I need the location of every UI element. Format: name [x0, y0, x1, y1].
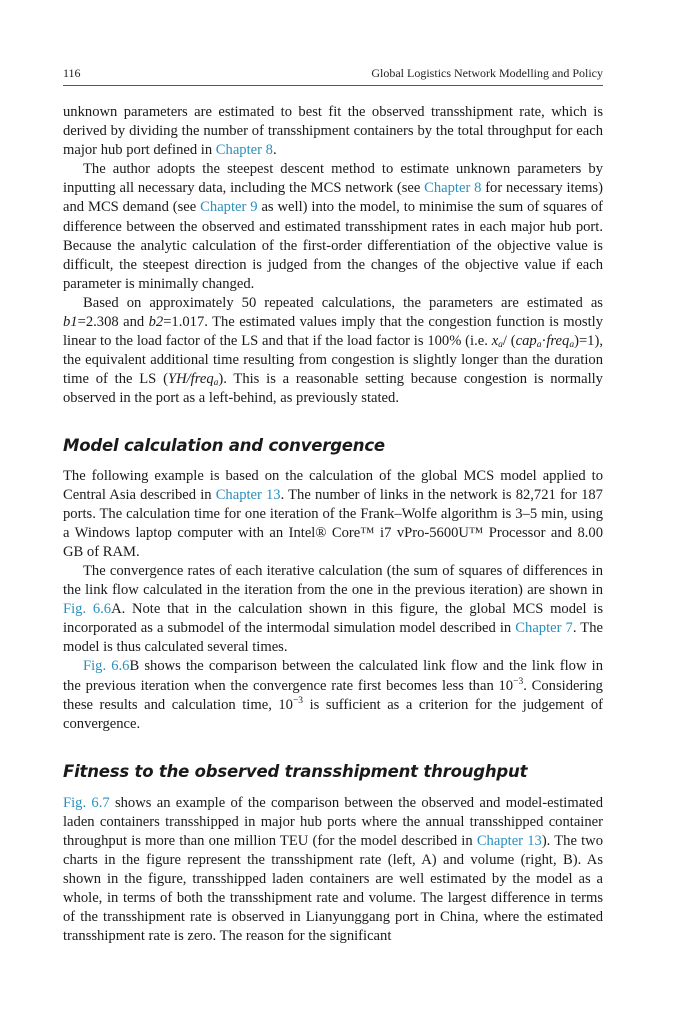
text-run: . Considering these results and calculation time, 10	[63, 677, 603, 713]
text-run: shows an example of the comparison between the observed and model-estimated laden containers transshipped in major hub ports where the annual transshipped container throughput is more than one million TEU (for the model described in	[63, 794, 603, 849]
math-subscript: a	[569, 340, 575, 351]
text-run: B shows the comparison between the calculated link flow and the link flow in the previous iteration when the convergence rate first becomes less than 10	[63, 658, 603, 694]
header-rule	[63, 85, 603, 86]
text-run: .	[272, 142, 277, 159]
exponent: −3	[513, 676, 524, 687]
math-freq: freq	[546, 333, 570, 350]
text-run: A. Note that in the calculation shown in this figure, the global MCS model is incorporated as a submodel of the intermodal simulation model described in	[63, 601, 603, 637]
math-yh-freq: YH/freq	[167, 371, 214, 388]
text-run: )=1), the equivalent additional time resulting from congestion is slightly longer than the duration time of the LS (	[63, 333, 603, 388]
math-subscript: a	[213, 378, 219, 389]
text-run: ). This is a reasonable setting because congestion is normally observed in the port as a left-behind, as previously stated.	[63, 371, 603, 407]
text-run: =2.308 and	[77, 314, 149, 331]
page-body	[63, 103, 603, 947]
text-run: =1.017. The estimated values imply that the congestion function is mostly linear to the load factor of the LS and that if the load factor is 100% (i.e.	[63, 314, 603, 350]
chapter-8-link[interactable]: Chapter 8	[215, 142, 273, 159]
text-run: / (	[502, 333, 516, 350]
math-x: x	[491, 333, 499, 350]
math-dot: ·	[541, 333, 547, 350]
text-run: . The number of links in the network is 82,721 for 187 ports. The calculation time for one iteration of the Frank–Wolfe algorithm is 3–5 min, using a Windows laptop computer with an Intel® Core™ i7 vPro-5600U™ Processor and 8.00 GB of RAM.	[63, 486, 603, 560]
text-run: ). The two charts in the figure represent the transshipment rate (left, A) and volume (right, B). As shown in the figure, transshipped laden containers are well estimated by the model as a whole, in terms of both the transshipment rate and volume. The largest difference in terms of the transshipment rate is observed in Lianyunggang port in China, where the estimated transshipment rate is zero. The reason for the significant	[63, 833, 603, 945]
text-run: The author adopts the steepest descent method to estimate unknown parameters by inputting all necessary data, including the MCS network (see	[63, 161, 603, 197]
running-title: Global Logistics Network Modelling and Policy	[371, 66, 603, 80]
text-run: is sufficient as a criterion for the judgement of convergence.	[63, 696, 603, 732]
paragraph	[63, 103, 603, 160]
math-subscript: a	[536, 340, 542, 351]
text-run: as well) into the model, to minimise the sum of squares of difference between the observed and estimated transshipment rates in each major hub port. Because the analytic calculation of the first-order differentiation of the objective value is difficult, the steepest direction is judged from the changes of the objective value if each parameter is minimally changed.	[63, 199, 603, 292]
chapter-8-link[interactable]: Chapter 8	[424, 180, 482, 197]
chapter-7-link[interactable]: Chapter 7	[515, 620, 573, 637]
paragraph	[63, 657, 603, 733]
text-run: The convergence rates of each iterative calculation (the sum of squares of differences in the link flow calculated in the iteration from the one in the previous iteration) are shown in	[63, 562, 603, 599]
text-run: Based on approximately 50 repeated calculations, the parameters are estimated as	[83, 294, 603, 311]
chapter-13-link[interactable]: Chapter 13	[215, 486, 281, 503]
text-run: The following example is based on the calculation of the global MCS model applied to Central Asia described in	[63, 467, 603, 503]
paragraph	[63, 467, 603, 562]
paragraph	[63, 294, 603, 409]
text-run: . The model is thus calculated several times.	[63, 620, 603, 656]
figure-6-6-link[interactable]: Fig. 6.6	[83, 658, 130, 675]
page-number: 116	[63, 66, 81, 80]
figure-6-7-link[interactable]: Fig. 6.7	[63, 794, 110, 811]
math-b1: b1	[63, 314, 78, 331]
running-header	[63, 62, 603, 82]
math-subscript: a	[498, 340, 503, 351]
math-b2: b2	[148, 314, 164, 331]
paragraph	[63, 160, 603, 294]
section-heading-fitness: Fitness to the observed transshipment throughput	[63, 761, 528, 781]
text-run: unknown parameters are estimated to best fit the observed transshipment rate, which is derived by dividing the number of transshipment containers by the total throughput for each major hub port defined in	[63, 104, 603, 159]
chapter-9-link[interactable]: Chapter 9	[200, 199, 258, 216]
paragraph	[63, 794, 603, 947]
section-heading-model-calculation: Model calculation and convergence	[63, 435, 385, 455]
exponent: −3	[292, 695, 304, 706]
text-run: for necessary items) and MCS demand (see	[63, 180, 603, 216]
chapter-13-link[interactable]: Chapter 13	[476, 833, 542, 849]
figure-6-6-link[interactable]: Fig. 6.6	[63, 601, 112, 618]
paragraph	[63, 562, 603, 657]
math-cap: cap	[515, 333, 537, 350]
